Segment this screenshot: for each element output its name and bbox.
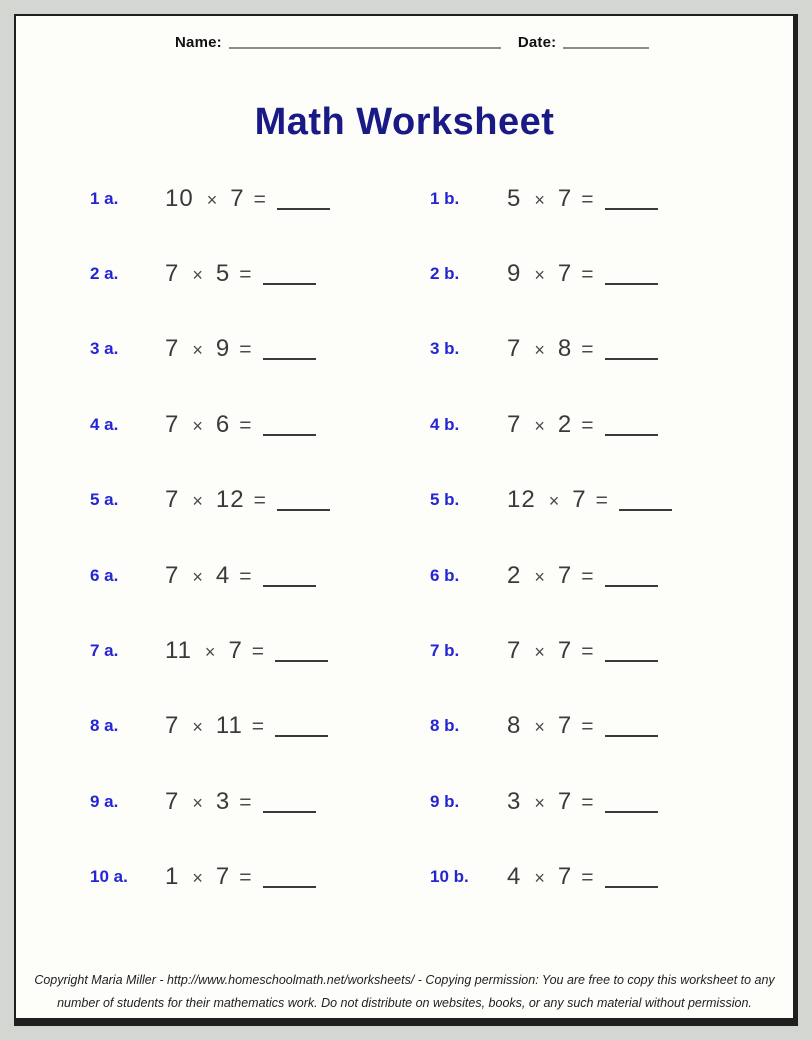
equals-sign: = [239, 263, 252, 287]
multiplier: 7 [557, 184, 573, 212]
problem-number-label: 4 b. [430, 414, 460, 434]
equals-sign: = [239, 338, 252, 362]
equals-sign: = [581, 187, 594, 211]
multiplicand: 7 [165, 787, 180, 815]
problem-row [90, 161, 330, 236]
multiplier: 7 [230, 184, 245, 212]
problem-expression [165, 260, 316, 288]
equals-sign: = [581, 790, 594, 814]
multiplier: 7 [557, 712, 573, 740]
multiplicand: 7 [165, 260, 180, 288]
answer-blank [605, 660, 658, 662]
multiply-icon: × [192, 566, 203, 587]
page-title: Math Worksheet [254, 101, 555, 143]
answer-blank [263, 283, 316, 285]
answer-blank [605, 283, 658, 285]
multiplicand: 10 [165, 184, 194, 212]
multiplier: 7 [557, 561, 573, 589]
copyright-footer [16, 969, 793, 1015]
multiply-icon: × [204, 642, 216, 663]
equals-sign: = [251, 640, 265, 664]
problem-expression [165, 185, 330, 213]
problem-number-label: 6 b. [430, 565, 460, 585]
problems-column-a [90, 161, 330, 915]
problem-expression [507, 411, 658, 439]
multiply-icon: × [192, 265, 203, 286]
multiply-icon: × [534, 189, 545, 210]
answer-blank [605, 811, 658, 813]
problem-expression [507, 712, 658, 740]
answer-blank [263, 434, 316, 436]
problem-expression [507, 486, 672, 514]
equals-sign: = [581, 413, 594, 437]
worksheet-header [175, 34, 649, 51]
multiply-icon: × [548, 491, 560, 512]
answer-blank [605, 585, 658, 587]
problem-expression [165, 335, 316, 363]
equals-sign: = [251, 715, 265, 739]
problem-expression [165, 637, 328, 665]
multiplicand: 5 [507, 184, 522, 212]
problem-row [90, 463, 330, 538]
problem-expression [165, 788, 316, 816]
copyright-line-1: Copyright Maria Miller - http://www.homeschoolmath.net/worksheets/ - Copying permission: You are free to copy this worksheet to any [34, 972, 775, 987]
multiplicand: 11 [165, 637, 192, 665]
answer-blank [275, 660, 328, 662]
answer-blank [263, 358, 316, 360]
problem-number-label: 4 a. [90, 414, 119, 434]
multiplier: 7 [557, 637, 573, 665]
problem-expression [507, 863, 658, 891]
multiplier: 7 [228, 637, 243, 665]
multiplier: 4 [215, 561, 231, 589]
multiplier: 7 [557, 787, 573, 815]
problem-number-label: 10 a. [90, 867, 128, 887]
problem-row [430, 312, 672, 387]
multiplicand: 2 [507, 561, 522, 589]
multiply-icon: × [534, 265, 545, 286]
multiply-icon: × [534, 340, 545, 361]
equals-sign: = [253, 187, 266, 211]
equals-sign: = [595, 489, 608, 513]
problem-row [430, 463, 672, 538]
multiply-icon: × [534, 642, 545, 663]
multiplicand: 9 [507, 260, 522, 288]
equals-sign: = [239, 564, 252, 588]
multiplicand: 7 [165, 486, 180, 514]
multiplicand: 4 [507, 863, 522, 891]
answer-blank [263, 886, 316, 888]
problem-row [430, 387, 672, 462]
problem-row [90, 387, 330, 462]
problem-row [90, 613, 330, 688]
multiply-icon: × [534, 717, 545, 738]
multiplicand: 3 [507, 787, 522, 815]
worksheet-page [14, 14, 798, 1026]
equals-sign: = [581, 263, 594, 287]
multiply-icon: × [534, 792, 545, 813]
problem-expression [507, 185, 658, 213]
problem-number-label: 1 b. [430, 188, 460, 208]
equals-sign: = [581, 640, 594, 664]
problem-number-label: 3 b. [430, 339, 460, 359]
answer-blank [275, 735, 328, 737]
problem-number-label: 3 a. [90, 339, 119, 359]
multiply-icon: × [192, 340, 203, 361]
problem-expression [507, 562, 658, 590]
problem-row [430, 840, 672, 915]
multiply-icon: × [534, 415, 545, 436]
date-label: Date: [517, 34, 557, 51]
problem-number-label: 10 b. [430, 867, 469, 887]
multiply-icon: × [534, 868, 545, 889]
problem-expression [165, 562, 316, 590]
multiplicand: 12 [507, 486, 536, 514]
problem-number-label: 7 a. [90, 641, 119, 661]
multiplicand: 8 [507, 712, 522, 740]
multiply-icon: × [206, 189, 218, 210]
multiplier: 11 [215, 712, 243, 740]
problem-row [430, 538, 672, 613]
multiply-icon: × [192, 868, 203, 889]
problem-number-label: 8 b. [430, 716, 460, 736]
multiplicand: 7 [507, 335, 522, 363]
problem-row [430, 613, 672, 688]
multiplier: 7 [557, 863, 573, 891]
problem-number-label: 5 a. [90, 490, 119, 510]
problem-number-label: 6 a. [90, 565, 119, 585]
problem-number-label: 9 b. [430, 791, 460, 811]
multiply-icon: × [534, 566, 545, 587]
answer-blank [277, 208, 330, 210]
problem-number-label: 2 b. [430, 264, 460, 284]
problem-number-label: 9 a. [90, 791, 119, 811]
equals-sign: = [581, 866, 594, 890]
multiplicand: 7 [165, 561, 180, 589]
multiply-icon: × [192, 792, 203, 813]
multiplier: 9 [215, 335, 231, 363]
problem-expression [165, 712, 328, 740]
answer-blank [277, 509, 330, 511]
multiply-icon: × [192, 491, 203, 512]
problem-expression [507, 788, 658, 816]
problem-expression [165, 411, 316, 439]
problem-number-label: 5 b. [430, 490, 460, 510]
problem-number-label: 1 a. [90, 188, 119, 208]
problem-number-label: 8 a. [90, 716, 119, 736]
date-blank-line [563, 47, 649, 49]
equals-sign: = [581, 338, 594, 362]
name-label: Name: [175, 34, 222, 51]
problem-row [90, 689, 330, 764]
multiplicand: 7 [507, 637, 522, 665]
problem-row [430, 689, 672, 764]
name-blank-line [229, 47, 501, 49]
answer-blank [605, 358, 658, 360]
answer-blank [619, 509, 672, 511]
equals-sign: = [239, 866, 252, 890]
equals-sign: = [239, 413, 252, 437]
equals-sign: = [239, 790, 252, 814]
answer-blank [605, 886, 658, 888]
problems-column-b [430, 161, 672, 915]
multiplicand: 1 [165, 863, 180, 891]
problem-expression [507, 260, 658, 288]
multiplier: 8 [557, 335, 573, 363]
problem-row [90, 312, 330, 387]
answer-blank [605, 434, 658, 436]
problem-row [90, 840, 330, 915]
multiplier: 5 [215, 260, 231, 288]
answer-blank [605, 735, 658, 737]
multiplier: 3 [215, 787, 231, 815]
multiplier: 12 [215, 486, 245, 514]
multiplicand: 7 [165, 410, 180, 438]
problem-row [430, 236, 672, 311]
answer-blank [605, 208, 658, 210]
problems-area [16, 161, 793, 915]
problem-row [90, 538, 330, 613]
problem-row [90, 236, 330, 311]
equals-sign: = [581, 564, 594, 588]
multiplier: 7 [557, 260, 573, 288]
multiplier: 7 [215, 863, 231, 891]
problem-number-label: 2 a. [90, 264, 119, 284]
multiply-icon: × [192, 415, 203, 436]
multiplicand: 7 [165, 712, 180, 740]
copyright-line-2: number of students for their mathematics work. Do not distribute on websites, books, or any such material without permission. [57, 995, 752, 1010]
equals-sign: = [581, 715, 594, 739]
problem-expression [507, 637, 658, 665]
problem-row [90, 764, 330, 839]
multiplicand: 7 [507, 410, 522, 438]
problem-row [430, 161, 672, 236]
problem-expression [507, 335, 658, 363]
answer-blank [263, 811, 316, 813]
multiplier: 2 [557, 410, 573, 438]
multiplier: 7 [572, 486, 587, 514]
answer-blank [263, 585, 316, 587]
multiplicand: 7 [165, 335, 180, 363]
multiply-icon: × [192, 717, 203, 738]
multiplier: 6 [215, 410, 231, 438]
equals-sign: = [253, 489, 266, 513]
problem-number-label: 7 b. [430, 641, 460, 661]
problem-expression [165, 486, 330, 514]
problem-row [430, 764, 672, 839]
problem-expression [165, 863, 316, 891]
